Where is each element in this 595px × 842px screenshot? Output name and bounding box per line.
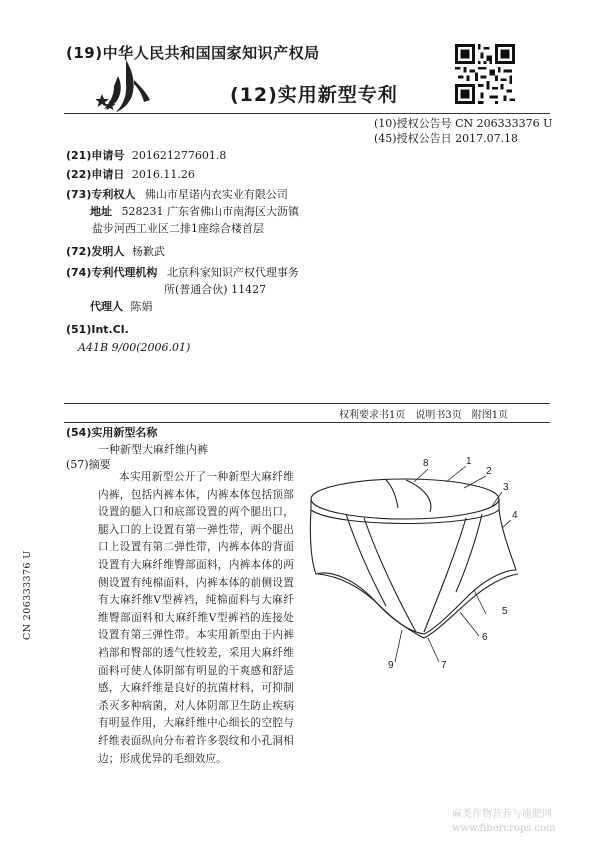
label-8: 8 <box>423 458 429 469</box>
utility-model-title: 一种新型大麻纤维内裤 <box>98 443 208 456</box>
pages-info: 权利要求书1页 说明书3页 附图1页 <box>339 410 509 421</box>
patentee-row <box>66 187 366 204</box>
announcement-number: (10)授权公告号 CN 206333376 U <box>374 117 553 130</box>
agent-label: 代理人 <box>90 300 123 313</box>
abstract-text: 本实用新型公开了一种新型大麻纤维内裤，包括内裤本体，内裤本体包括顶部设置的腿入口和底部设置的两个腿出口，腿入口的上设置有第一弹性带，两个腿出口上设置有第二弹性带，内裤本体的背面设置有大麻纤维臀部面料，内裤本体的两侧设置有纯棉面料，内裤本体的前侧设置有大麻纤维V型裤裆，纯棉面料与大麻纤维臀部面料和大麻纤维V型裤裆的连接处设置有第三弹性带。本实用新型由于内裤裆部和臀部的透气性较差，采用大麻纤维面料可使人体阴部有明显的干爽感和舒适感，大麻纤维是良好的抗菌材料，可抑制杀灭多种病菌，对人体阴部卫生防止疾病有明显作用，大麻纤维中心细长的空腔与纤维表面纵向分布着许多裂纹和小孔洞相边；形成优异的毛细效应。 <box>98 471 294 765</box>
inventor-label: (72)发明人 <box>66 245 125 258</box>
filing-date-label: (22)申请日 <box>66 168 125 181</box>
agent-value: 陈娟 <box>130 300 153 313</box>
application-number-label: (21)申请号 <box>66 149 125 162</box>
filing-date-value: 2016.11.26 <box>131 168 195 181</box>
patentee-value: 佛山市星诺内衣实业有限公司 <box>144 188 288 201</box>
label-3: 3 <box>503 482 509 493</box>
label-5: 5 <box>502 606 508 617</box>
patent-type-title: (12)实用新型专利 <box>230 84 398 106</box>
inventor-value: 杨歉武 <box>131 245 165 258</box>
watermark-line-1: 麻类作物营养与施肥网 <box>452 809 552 820</box>
abstract-label: (57)摘要 <box>66 458 111 471</box>
label-9: 9 <box>388 660 394 671</box>
announcement-block <box>374 116 552 146</box>
watermark-line-2: www.fibercrops.com <box>452 823 556 834</box>
address-row <box>66 204 366 221</box>
underwear-drawing <box>310 479 518 638</box>
section-divider-bottom <box>64 422 550 423</box>
cnipa-emblem-icon <box>96 56 154 116</box>
label-4: 4 <box>512 510 518 521</box>
address-line-2: 盐步河西工业区二排1座综合楼首层 <box>92 222 264 235</box>
label-7: 7 <box>441 660 447 671</box>
watermark <box>452 808 556 836</box>
leader-lines <box>395 466 511 662</box>
address-line-1: 528231 广东省佛山市南海区大沥镇 <box>121 205 299 218</box>
application-number-row <box>66 148 366 167</box>
agency-line-2: 所(普通合伙) 11427 <box>164 283 267 296</box>
int-cl-label: (51)Int.Cl. <box>66 323 129 336</box>
label-6: 6 <box>482 632 488 643</box>
office-name: (19)中华人民共和国国家知识产权局 <box>66 44 320 62</box>
title-label: (54)实用新型名称 <box>66 426 158 439</box>
agency-label: (74)专利代理机构 <box>66 266 158 279</box>
inventor-row <box>66 244 366 265</box>
section-divider-top <box>64 403 550 404</box>
qr-code-icon <box>455 44 515 104</box>
address-label: 地址 <box>90 205 112 218</box>
bibliographic-data <box>66 148 366 355</box>
agency-line-1: 北京科家知识产权代理事务 <box>166 266 299 279</box>
header-divider <box>64 113 550 114</box>
label-2: 2 <box>486 466 492 477</box>
int-cl-value: A41B 9/00(2006.01) <box>78 341 191 354</box>
underwear-figure <box>306 452 538 682</box>
side-publication-code: CN 206333376 U <box>22 550 33 640</box>
title-section <box>66 425 208 457</box>
filing-date-row <box>66 167 366 186</box>
application-number-value: 201621277601.8 <box>131 149 227 162</box>
label-1: 1 <box>466 456 472 467</box>
agent-row <box>66 299 366 322</box>
agency-row <box>66 265 366 282</box>
patentee-label: (73)专利权人 <box>66 188 136 201</box>
announcement-date: (45)授权公告日 2017.07.18 <box>374 132 519 145</box>
